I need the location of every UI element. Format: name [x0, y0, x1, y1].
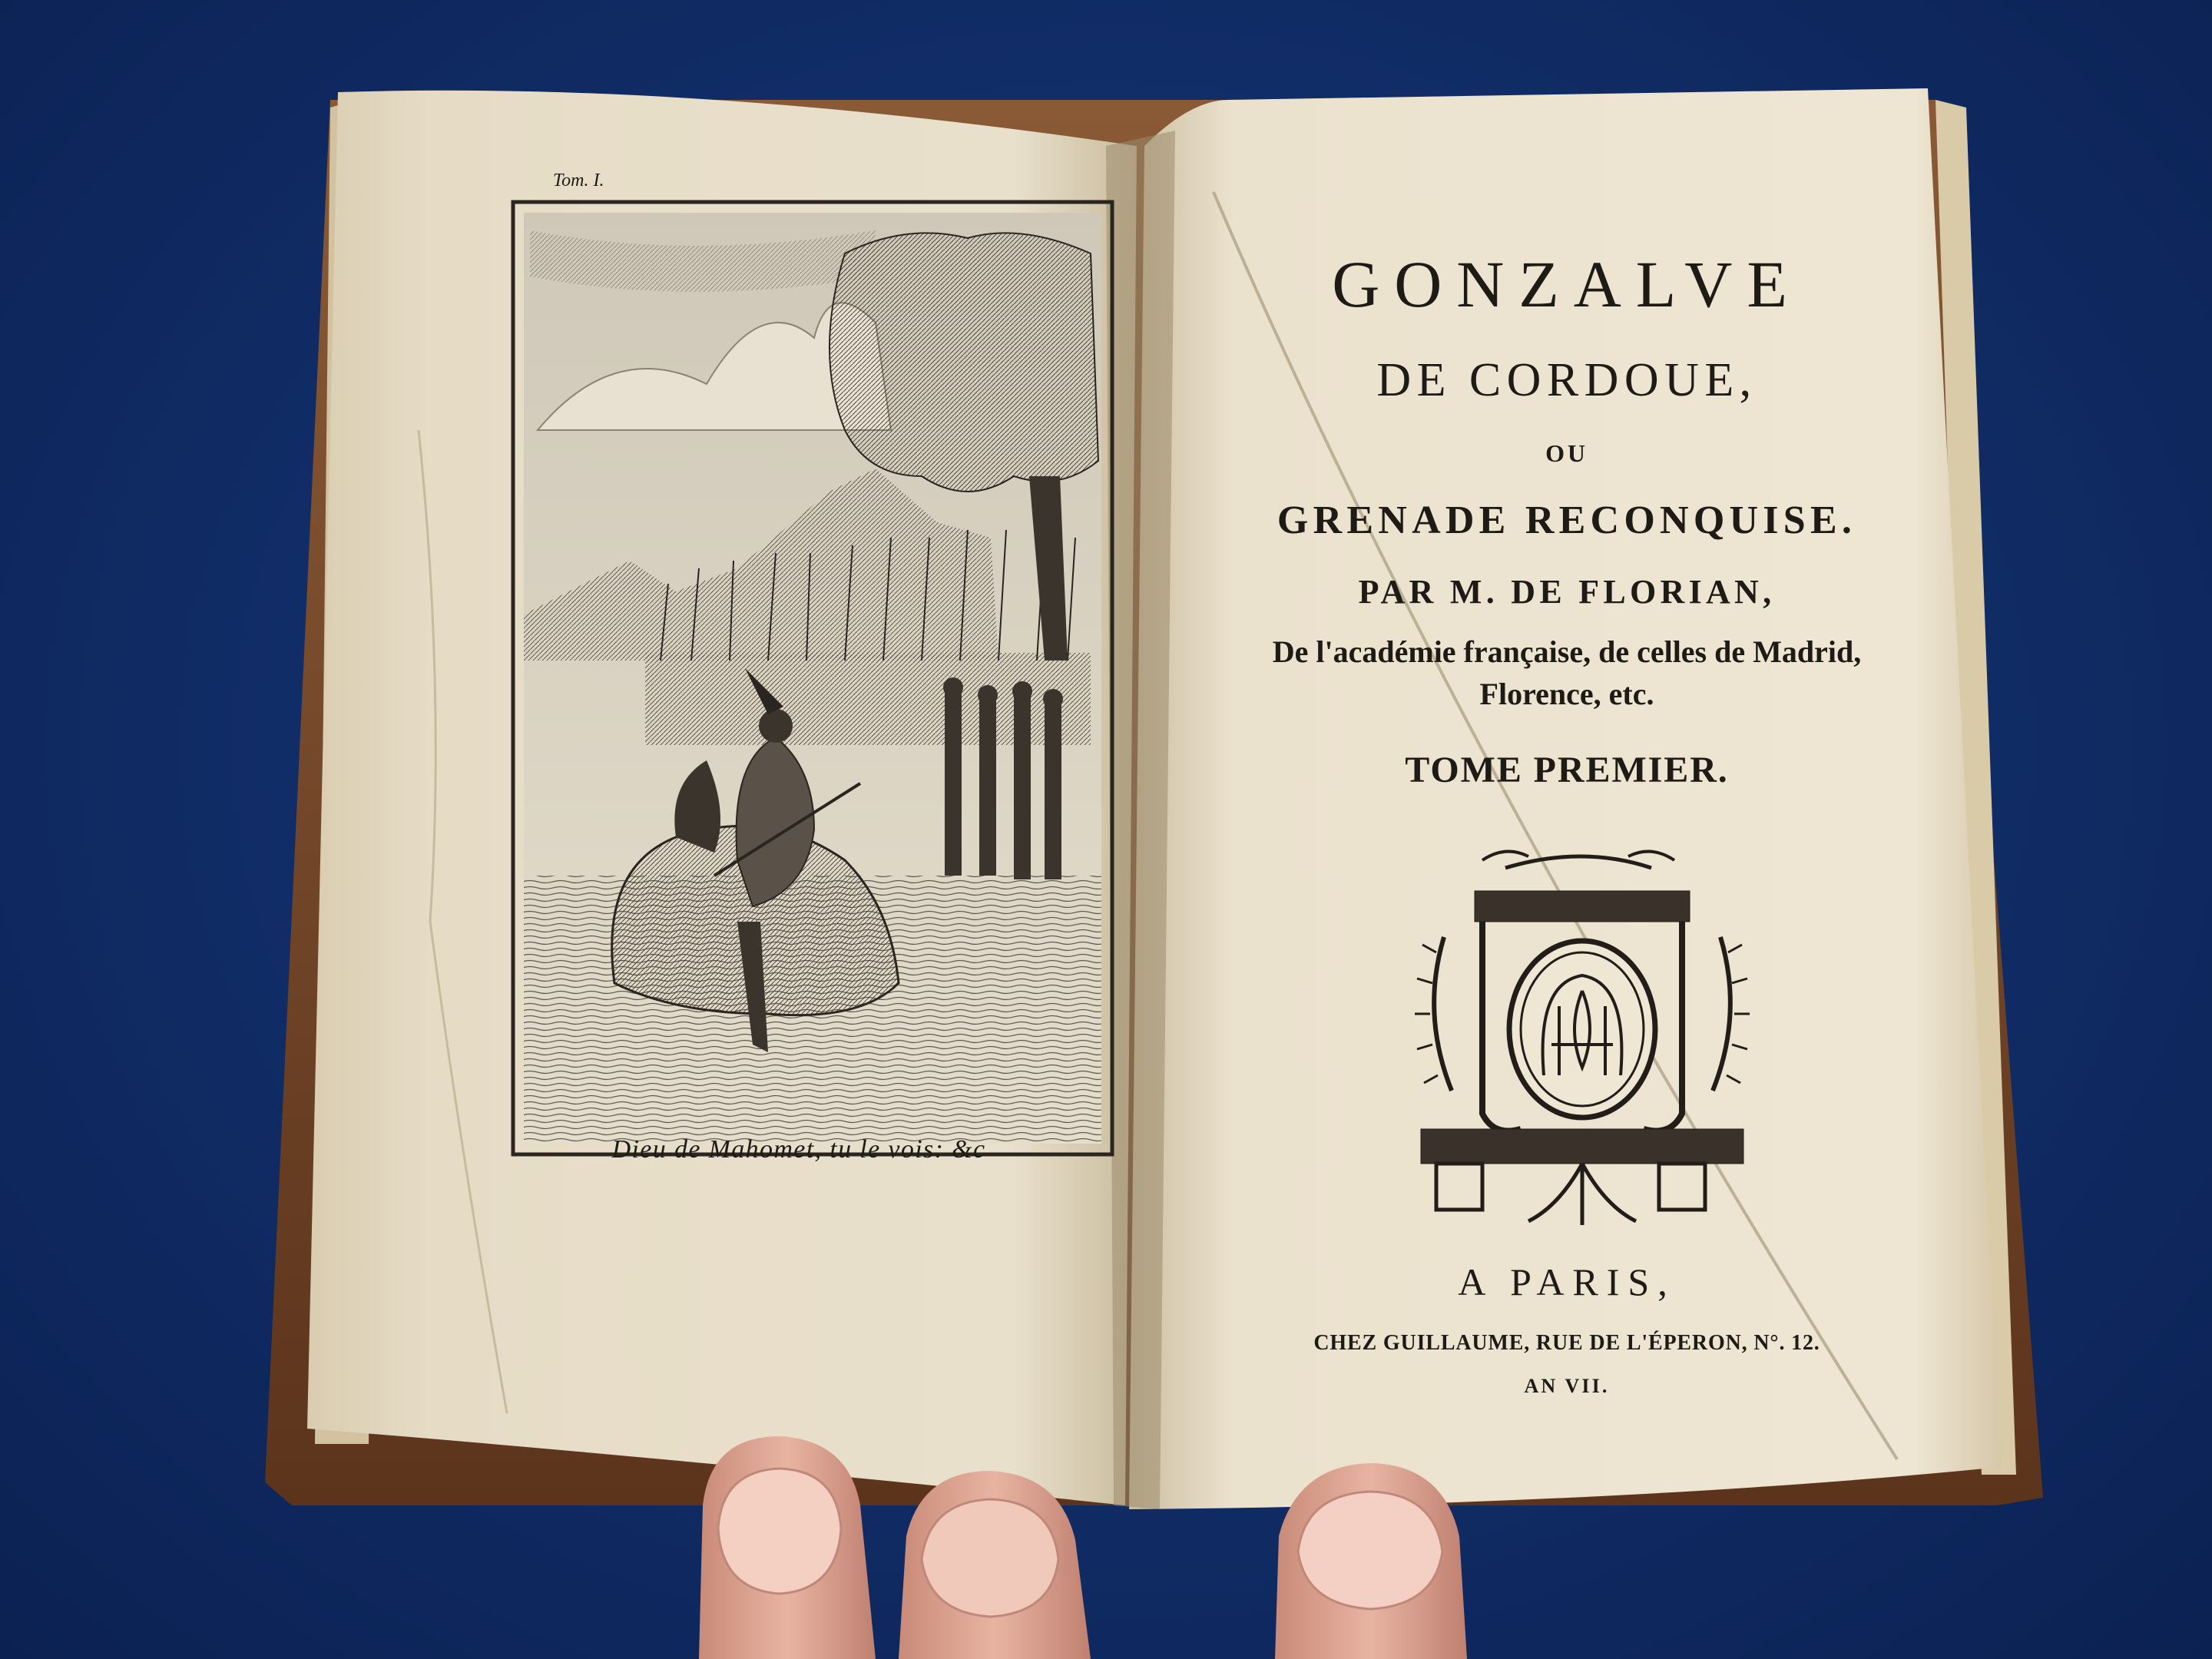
- affiliation-line-2: Florence, etc.: [1479, 677, 1654, 711]
- engraving-tree: [830, 233, 1098, 492]
- publisher-line: CHEZ GUILLAUME, RUE DE L'ÉPERON, N°. 12.: [1313, 1331, 1820, 1355]
- title-line-3: GRENADE RECONQUISE.: [1277, 498, 1857, 542]
- title-conjunction: OU: [1545, 439, 1588, 467]
- title-line-2: DE CORDOUE,: [1376, 354, 1757, 406]
- date-line: AN VII.: [1524, 1375, 1610, 1397]
- volume-line: TOME PREMIER.: [1405, 750, 1729, 790]
- title-line-1: GONZALVE: [1332, 247, 1802, 321]
- plate-mark: Tom. I.: [553, 171, 604, 190]
- engraving-plate: [513, 202, 1112, 1154]
- engraving-caption: Dieu de Mahomet, tu le vois: &c: [611, 1135, 986, 1164]
- author-line: PAR M. DE FLORIAN,: [1358, 573, 1776, 611]
- place-line: A PARIS,: [1458, 1260, 1676, 1303]
- affiliation-line-1: De l'académie française, de celles de Madrid,: [1272, 634, 1862, 669]
